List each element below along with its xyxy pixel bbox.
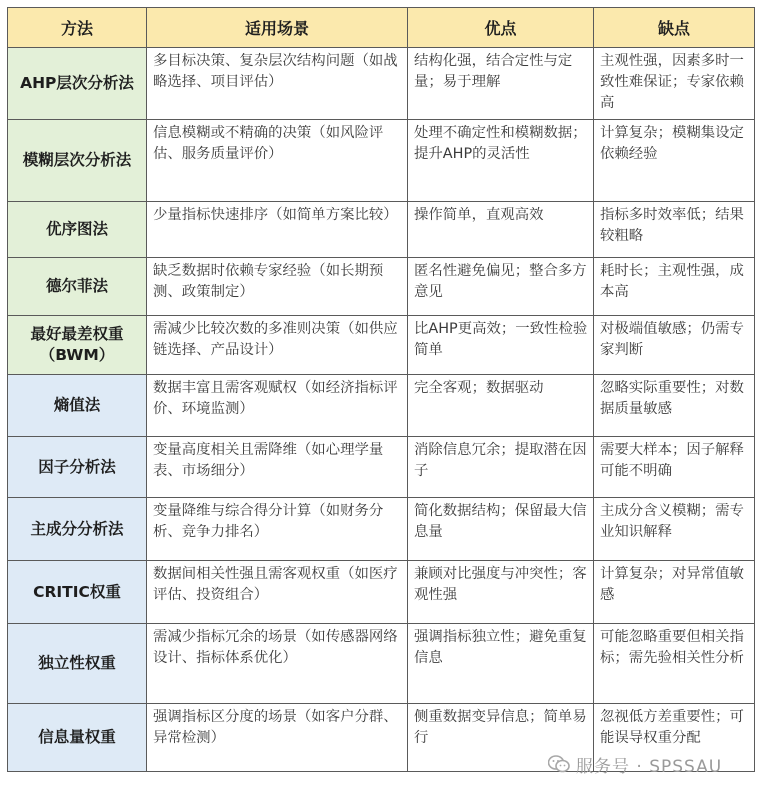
- cons-cell: 忽略实际重要性；对数据质量敏感: [594, 375, 755, 437]
- header-pros: 优点: [408, 8, 594, 48]
- scene-cell: 需减少比较次数的多准则决策（如供应链选择、产品设计）: [147, 316, 408, 375]
- pros-cell: 完全客观；数据驱动: [408, 375, 594, 437]
- table-row: [8, 375, 755, 437]
- cons-cell: 计算复杂；对异常值敏感: [594, 561, 755, 624]
- cons-cell: 可能忽略重要但相关指标；需先验相关性分析: [594, 624, 755, 704]
- method-cell: 信息量权重: [8, 704, 147, 772]
- method-cell: 独立性权重: [8, 624, 147, 704]
- scene-cell: 缺乏数据时依赖专家经验（如长期预测、政策制定）: [147, 258, 408, 316]
- method-cell: 主成分分析法: [8, 498, 147, 561]
- scene-cell: 信息模糊或不精确的决策（如风险评估、服务质量评价）: [147, 120, 408, 202]
- scene-cell: 数据丰富且需客观赋权（如经济指标评价、环境监测）: [147, 375, 408, 437]
- method-cell: 德尔菲法: [8, 258, 147, 316]
- method-cell: CRITIC权重: [8, 561, 147, 624]
- watermark: [548, 752, 722, 776]
- table-header-row: [8, 8, 755, 48]
- cons-cell: 对极端值敏感；仍需专家判断: [594, 316, 755, 375]
- pros-cell: 简化数据结构；保留最大信息量: [408, 498, 594, 561]
- pros-cell: 侧重数据变异信息；简单易行: [408, 704, 594, 772]
- cons-cell: 需要大样本；因子解释可能不明确: [594, 437, 755, 498]
- cons-cell: 忽视低方差重要性；可能误导权重分配: [594, 704, 755, 772]
- pros-cell: 兼顾对比强度与冲突性；客观性强: [408, 561, 594, 624]
- cons-cell: 耗时长；主观性强，成本高: [594, 258, 755, 316]
- watermark-text: 服务号 · SPSSAU: [576, 756, 723, 777]
- table-row: [8, 498, 755, 561]
- table-row: [8, 48, 755, 120]
- scene-cell: 变量降维与综合得分计算（如财务分析、竞争力排名）: [147, 498, 408, 561]
- table-row: [8, 202, 755, 258]
- scene-cell: 需减少指标冗余的场景（如传感器网络设计、指标体系优化）: [147, 624, 408, 704]
- method-cell: 模糊层次分析法: [8, 120, 147, 202]
- scene-cell: 少量指标快速排序（如简单方案比较）: [147, 202, 408, 258]
- pros-cell: 处理不确定性和模糊数据；提升AHP的灵活性: [408, 120, 594, 202]
- cons-cell: 主成分含义模糊；需专业知识解释: [594, 498, 755, 561]
- scene-cell: 强调指标区分度的场景（如客户分群、异常检测）: [147, 704, 408, 772]
- cons-cell: 主观性强，因素多时一致性难保证；专家依赖高: [594, 48, 755, 120]
- pros-cell: 比AHP更高效；一致性检验简单: [408, 316, 594, 375]
- table-row: [8, 624, 755, 704]
- table-row: [8, 258, 755, 316]
- wechat-icon: [548, 755, 570, 773]
- method-cell: 最好最差权重（BWM）: [8, 316, 147, 375]
- cons-cell: 计算复杂；模糊集设定依赖经验: [594, 120, 755, 202]
- cons-cell: 指标多时效率低；结果较粗略: [594, 202, 755, 258]
- method-cell: 因子分析法: [8, 437, 147, 498]
- header-scene: 适用场景: [147, 8, 408, 48]
- table-row: [8, 120, 755, 202]
- scene-cell: 数据间相关性强且需客观权重（如医疗评估、投资组合）: [147, 561, 408, 624]
- method-cell: AHP层次分析法: [8, 48, 147, 120]
- table-row: [8, 437, 755, 498]
- header-method: 方法: [8, 8, 147, 48]
- header-cons: 缺点: [594, 8, 755, 48]
- methods-comparison-table: [7, 7, 755, 772]
- pros-cell: 操作简单，直观高效: [408, 202, 594, 258]
- scene-cell: 变量高度相关且需降维（如心理学量表、市场细分）: [147, 437, 408, 498]
- table-row: [8, 561, 755, 624]
- method-cell: 熵值法: [8, 375, 147, 437]
- pros-cell: 强调指标独立性；避免重复信息: [408, 624, 594, 704]
- pros-cell: 消除信息冗余；提取潜在因子: [408, 437, 594, 498]
- pros-cell: 匿名性避免偏见；整合多方意见: [408, 258, 594, 316]
- pros-cell: 结构化强，结合定性与定量；易于理解: [408, 48, 594, 120]
- table-row: [8, 316, 755, 375]
- method-cell: 优序图法: [8, 202, 147, 258]
- scene-cell: 多目标决策、复杂层次结构问题（如战略选择、项目评估）: [147, 48, 408, 120]
